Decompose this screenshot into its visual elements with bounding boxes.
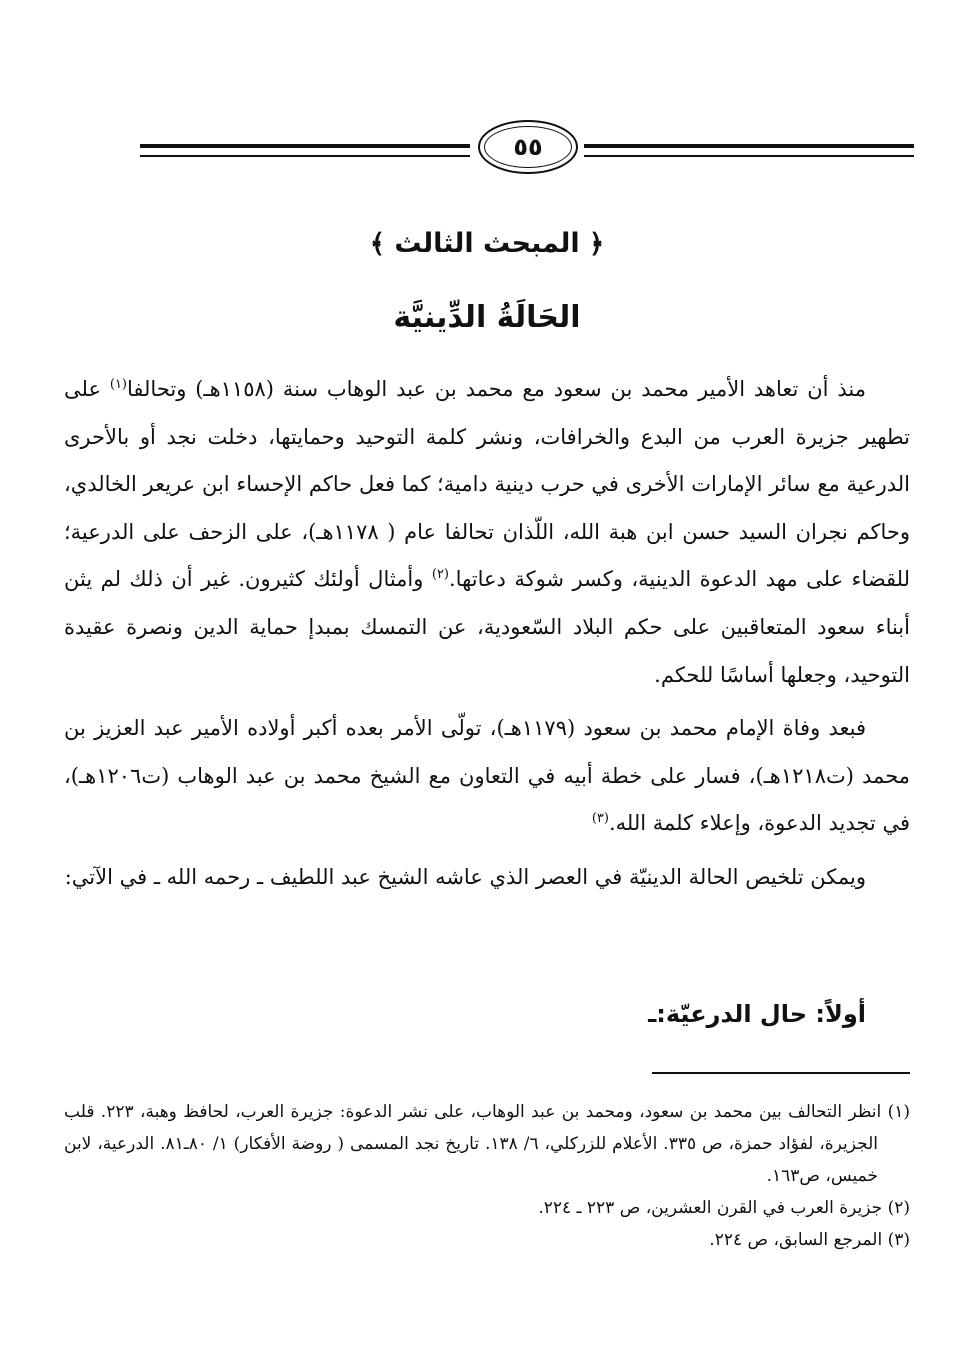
header-rule-left [140, 144, 470, 157]
footnote-3: (٣) المرجع السابق، ص ٢٢٤. [709, 1230, 910, 1250]
section-title-text: المبحث الثالث [394, 228, 580, 259]
paragraph-1-part-b: على تطهير جزيرة العرب من البدع والخرافات، ونشر كلمة التوحيد وحمايتها، دخلت نجد أو بالأحرى الدرعية مع سائر الإمارات الأخرى في حرب دينية دامية؛ كما فعل حاكم الإحساء ابن عريعر الخالدي، وحاكم نجران السيد حسن ابن هبة الله، اللّذان تحالفا عام ( ١١٧٨هـ)، على الزحف على الدرعية؛ للقضاء على مهد الدعوة الدينية، وكسر شوكة دعاتها. [64, 377, 911, 592]
body-text [64, 366, 910, 902]
footnote-ref-1[interactable]: (١) [109, 377, 127, 392]
ornament-right: ﴿ [589, 229, 605, 259]
chapter-title: الحَالَةُ الدِّينيَّة [393, 300, 581, 335]
page-number-badge [478, 120, 578, 174]
footnote-1: (١) انظر التحالف بين محمد بن سعود، ومحمد بن عبد الوهاب، على نشر الدعوة: جزيرة العرب، لحافظ وهبة، ٢٢٣. قلب الجزيرة، لفؤاد حمزة، ص ٣٣٥. الأعلام للزركلي، ٦/ ١٣٨. تاريخ نجد المسمى ( روضة الأفكار) ١/ ٨٠ـ٨١. الدرعية، لابن خميس، ص١٦٣. [64, 1102, 910, 1186]
page-number: ٥٥ [513, 133, 543, 161]
paragraph-1-part-c: وأمثال أولئك كثيرون. غير أن ذلك لم يثن أبناء سعود المتعاقبين على حكم البلاد السّعودية، عن التمسك بمبدإ حماية الدين ونصرة عقيدة التوحيد، وجعلها أساسًا للحكم. [64, 567, 910, 687]
footnote-2: (٢) جزيرة العرب في القرن العشرين، ص ٢٢٣ ـ ٢٢٤. [538, 1198, 910, 1218]
footnote-ref-2[interactable]: (٢) [431, 567, 449, 583]
header-rule-right [584, 144, 914, 157]
paragraph-1 [64, 366, 910, 699]
footnote-separator [652, 1072, 910, 1074]
footnotes [64, 1096, 910, 1256]
paragraph-1-part-a: منذ أن تعاهد الأمير محمد بن سعود مع محمد بن عبد الوهاب سنة (١١٥٨هـ) وتحالفا [127, 377, 866, 401]
paragraph-2 [64, 705, 910, 848]
page-header [140, 118, 914, 174]
footnote-ref-3[interactable]: (٣) [591, 811, 609, 827]
paragraph-2-text: فبعد وفاة الإمام محمد بن سعود (١١٧٩هـ)، تولّى الأمر بعده أكبر أولاده الأمير عبد العزيز بن محمد (ت١٢١٨هـ)، فسار على خطة أبيه في التعاون مع الشيخ محمد بن عبد الوهاب (ت١٢٠٦هـ)، في تجديد الدعوة، وإعلاء كلمة الله. [64, 716, 910, 836]
ornament-left: ﴾ [369, 229, 385, 259]
section-title [0, 228, 974, 259]
subheading: أولاً: حال الدرعيّة:ـ [648, 1000, 866, 1028]
paragraph-3: ويمكن تلخيص الحالة الدينيّة في العصر الذي عاشه الشيخ عبد اللطيف ـ رحمه الله ـ في الآتي: [64, 864, 866, 889]
